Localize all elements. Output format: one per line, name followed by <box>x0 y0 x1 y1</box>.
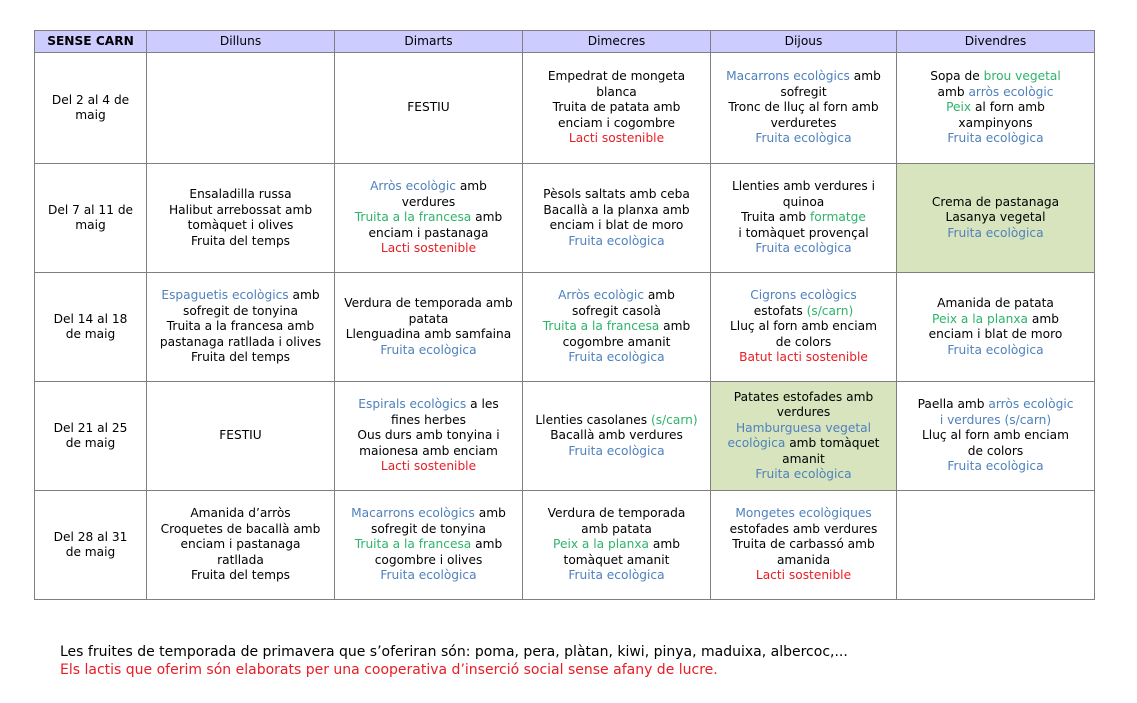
menu-text: Fruita ecològica <box>568 568 665 583</box>
menu-line <box>151 335 330 351</box>
menu-line <box>901 100 1090 116</box>
menu-text: FESTIU <box>407 100 450 115</box>
menu-line <box>527 218 706 234</box>
menu-line <box>715 179 892 195</box>
menu-text: Fruita ecològica <box>755 241 852 256</box>
menu-text: tomàquet i olives <box>187 218 294 232</box>
menu-line <box>339 179 518 195</box>
menu-text: Lacti sostenible <box>380 459 477 474</box>
menu-text: Amanida de patata <box>937 296 1054 310</box>
menu-cell-wednesday <box>523 382 711 491</box>
menu-text: cogombre i olives <box>374 552 483 567</box>
menu-text: Halibut arrebossat amb <box>168 202 313 217</box>
menu-line <box>151 234 330 250</box>
menu-line <box>527 335 706 351</box>
menu-text: Batut lacti sostenible <box>739 350 868 365</box>
menu-text: formatge <box>809 210 866 225</box>
menu-line <box>901 116 1090 132</box>
menu-text: Cigrons ecològics <box>750 288 857 303</box>
menu-text: amb <box>643 288 675 303</box>
menu-text: Arròs ecològic <box>558 288 644 303</box>
menu-line <box>527 234 706 250</box>
menu-text: Llenguadina amb samfaina <box>345 327 512 341</box>
menu-line <box>527 100 706 116</box>
menu-text: Fruita ecològica <box>568 443 665 458</box>
menu-line <box>151 537 330 553</box>
menu-line <box>901 413 1090 429</box>
menu-line <box>901 210 1090 226</box>
menu-line <box>339 327 518 343</box>
menu-text: tomàquet amanit <box>563 552 670 567</box>
menu-text: enciam i blat de moro <box>928 327 1063 341</box>
menu-text: Espaguetis ecològics <box>161 288 289 303</box>
menu-text: Llenties amb verdures i <box>731 179 876 194</box>
menu-table <box>34 30 1095 600</box>
menu-line <box>339 241 518 257</box>
corner-label: SENSE CARN <box>35 31 147 53</box>
menu-line <box>715 537 892 553</box>
menu-text: ecològica <box>727 436 786 450</box>
menu-line <box>715 195 892 211</box>
menu-text: sofregit casolà <box>572 303 661 318</box>
week-label: Del 7 al 11 de maig <box>35 164 147 273</box>
menu-text: Arròs ecològic <box>370 179 456 194</box>
menu-cell-friday <box>897 273 1095 382</box>
menu-text: Ensaladilla russa <box>189 187 292 201</box>
week-row <box>35 164 1095 273</box>
menu-cell-friday <box>897 164 1095 273</box>
menu-line <box>527 537 706 553</box>
menu-cell-wednesday <box>523 273 711 382</box>
menu-line <box>527 444 706 460</box>
menu-text: amb <box>849 69 881 84</box>
menu-text: Verdura de temporada <box>547 506 686 521</box>
menu-line <box>715 390 892 406</box>
footnotes <box>60 643 848 679</box>
menu-cell-tuesday <box>335 164 523 273</box>
menu-line <box>715 100 892 116</box>
menu-text: Lacti sostenible <box>380 241 477 256</box>
menu-text: sofregit <box>780 84 827 99</box>
menu-line <box>901 343 1090 359</box>
menu-text: Fruita ecològica <box>380 568 477 583</box>
menu-text: Truita a la francesa amb <box>166 319 315 334</box>
menu-cell-tuesday <box>335 382 523 491</box>
week-row <box>35 273 1095 382</box>
menu-line <box>339 537 518 553</box>
menu-cell-thursday <box>711 273 897 382</box>
menu-line <box>527 304 706 320</box>
menu-line <box>339 428 518 444</box>
menu-line <box>151 506 330 522</box>
menu-text: Ous durs amb tonyina i <box>357 428 500 443</box>
menu-line <box>715 452 892 468</box>
week-label: Del 14 al 18 de maig <box>35 273 147 382</box>
menu-text: Lluç al forn amb enciam <box>922 428 1069 443</box>
menu-line <box>527 187 706 203</box>
menu-text: Sopa de <box>930 69 984 84</box>
menu-text: Empedrat de mongeta <box>547 69 686 84</box>
menu-text: xampinyons <box>958 115 1033 130</box>
menu-text: amb <box>649 537 680 552</box>
menu-line <box>151 218 330 234</box>
menu-text: enciam i blat de moro <box>549 218 684 232</box>
menu-line <box>527 131 706 147</box>
menu-cell-tuesday <box>335 273 523 382</box>
menu-text: Fruita del temps <box>190 350 291 365</box>
menu-text: amb <box>937 84 969 99</box>
menu-cell-tuesday <box>335 53 523 164</box>
menu-line <box>527 553 706 569</box>
menu-text: amanida <box>776 552 831 567</box>
menu-line <box>527 85 706 101</box>
menu-text: Macarrons ecològics <box>351 506 475 521</box>
menu-line <box>339 195 518 211</box>
menu-line <box>901 296 1090 312</box>
menu-line <box>339 210 518 226</box>
week-row <box>35 491 1095 600</box>
menu-line <box>339 312 518 328</box>
menu-text: Fruita ecològica <box>947 459 1044 474</box>
menu-line <box>715 226 892 242</box>
menu-line <box>339 568 518 584</box>
menu-text: Hamburguesa vegetal <box>736 420 871 435</box>
menu-line <box>527 69 706 85</box>
menu-line <box>715 335 892 351</box>
menu-text: Paella amb <box>917 397 989 412</box>
menu-line <box>339 553 518 569</box>
menu-text: Fruita del temps <box>190 568 291 583</box>
menu-text: Truita a la francesa <box>542 319 660 334</box>
menu-line <box>901 195 1090 211</box>
menu-text: amb <box>471 537 503 552</box>
menu-text: maionesa amb enciam <box>359 443 498 458</box>
menu-line <box>151 522 330 538</box>
menu-text: Fruita ecològica <box>568 350 665 365</box>
day-header-wednesday: Dimecres <box>523 31 711 53</box>
menu-cell-friday <box>897 382 1095 491</box>
menu-line <box>339 459 518 475</box>
menu-text: Macarrons ecològics <box>726 69 850 84</box>
menu-text: arròs ecològic <box>988 397 1074 412</box>
day-header-thursday: Dijous <box>711 31 897 53</box>
menu-text: de colors <box>775 334 832 349</box>
menu-text: Fruita ecològica <box>947 342 1044 357</box>
menu-line <box>715 210 892 226</box>
menu-line <box>527 522 706 538</box>
menu-line <box>715 304 892 320</box>
week-row <box>35 382 1095 491</box>
menu-text: Fruita ecològica <box>755 131 852 146</box>
menu-cell-thursday <box>711 53 897 164</box>
menu-line <box>715 421 892 437</box>
menu-text: Truita a la francesa <box>354 210 472 225</box>
menu-line <box>901 312 1090 328</box>
menu-text: amb <box>288 288 320 303</box>
menu-text: enciam i cogombre <box>558 115 675 130</box>
menu-text: brou vegetal <box>983 69 1061 84</box>
menu-text: Truita amb <box>741 210 810 225</box>
menu-line <box>339 100 518 116</box>
menu-text: Patates estofades amb <box>733 389 874 404</box>
menu-text: Fruita ecològica <box>755 467 852 481</box>
menu-line <box>527 288 706 304</box>
day-header-monday: Dilluns <box>147 31 335 53</box>
menu-line <box>901 459 1090 475</box>
menu-text: FESTIU <box>219 428 262 443</box>
menu-text: amb <box>474 506 506 521</box>
menu-line <box>715 436 892 452</box>
menu-text: sofregit de tonyina <box>371 521 486 536</box>
menu-line <box>715 405 892 421</box>
menu-text: amb <box>1028 311 1059 326</box>
menu-text: Truita de carbassó amb <box>732 537 875 552</box>
menu-line <box>715 553 892 569</box>
menu-line <box>715 131 892 147</box>
menu-text: i tomàquet provençal <box>738 225 869 240</box>
menu-line <box>527 428 706 444</box>
menu-text: Amanida d’arròs <box>190 506 291 521</box>
menu-text: Fruita ecològica <box>380 342 477 357</box>
menu-text: arròs ecològic <box>968 84 1054 99</box>
menu-line <box>151 304 330 320</box>
menu-line <box>339 296 518 312</box>
menu-text: Truita a la francesa <box>354 537 472 552</box>
menu-text: (s/carn) <box>806 303 854 318</box>
menu-line <box>339 444 518 460</box>
menu-text: Fruita ecològica <box>947 131 1044 146</box>
menu-text: Lacti sostenible <box>755 568 852 583</box>
menu-line <box>715 116 892 132</box>
menu-line <box>527 116 706 132</box>
menu-text: al forn amb <box>971 100 1045 115</box>
menu-cell-monday <box>147 53 335 164</box>
header-row <box>35 31 1095 53</box>
menu-line <box>339 506 518 522</box>
menu-text: Fruita del temps <box>190 233 291 248</box>
week-row <box>35 53 1095 164</box>
menu-text: cogombre amanit <box>562 334 671 349</box>
menu-text: Llenties casolanes <box>535 412 651 427</box>
menu-text: a les <box>466 397 499 412</box>
menu-line <box>901 85 1090 101</box>
menu-cell-wednesday <box>523 53 711 164</box>
menu-text: Peix a la planxa <box>932 311 1028 326</box>
menu-line <box>151 553 330 569</box>
menu-line <box>339 413 518 429</box>
menu-cell-thursday <box>711 164 897 273</box>
menu-line <box>901 69 1090 85</box>
menu-text: amb <box>455 179 487 194</box>
menu-line <box>715 319 892 335</box>
menu-line <box>151 568 330 584</box>
menu-text: Bacallà amb verdures <box>550 428 683 443</box>
week-label: Del 28 al 31 de maig <box>35 491 147 600</box>
menu-line <box>715 522 892 538</box>
menu-cell-monday <box>147 273 335 382</box>
menu-line <box>901 428 1090 444</box>
menu-text: Peix a la planxa <box>553 537 649 552</box>
menu-line <box>715 241 892 257</box>
menu-line <box>901 226 1090 242</box>
menu-line <box>339 226 518 242</box>
menu-text: estofats <box>753 303 807 318</box>
menu-text: Bacallà a la planxa amb <box>543 202 690 217</box>
menu-text: Mongetes ecològiques <box>735 506 872 521</box>
menu-line <box>715 506 892 522</box>
menu-line <box>151 350 330 366</box>
menu-text: amb <box>471 210 503 225</box>
menu-text: pastanaga ratllada i olives <box>159 334 322 349</box>
menu-line <box>715 568 892 584</box>
menu-line <box>901 327 1090 343</box>
menu-line <box>527 568 706 584</box>
menu-text: Tronc de lluç al forn amb <box>728 100 879 115</box>
menu-text: amanit <box>782 451 825 466</box>
menu-text: i verdures (s/carn) <box>939 412 1052 427</box>
menu-line <box>715 467 892 483</box>
menu-line <box>527 350 706 366</box>
menu-line <box>339 522 518 538</box>
menu-text: verdures <box>776 405 831 419</box>
menu-text: Espirals ecològics <box>358 397 467 412</box>
menu-line <box>715 85 892 101</box>
menu-line <box>527 319 706 335</box>
day-header-tuesday: Dimarts <box>335 31 523 53</box>
menu-line <box>527 203 706 219</box>
menu-text: de colors <box>967 443 1024 458</box>
menu-text: patata <box>408 311 449 326</box>
menu-line <box>901 131 1090 147</box>
menu-cell-wednesday <box>523 491 711 600</box>
menu-cell-monday <box>147 164 335 273</box>
menu-line <box>901 397 1090 413</box>
menu-cell-friday <box>897 491 1095 600</box>
menu-line <box>339 343 518 359</box>
menu-text: ratllada <box>217 552 264 567</box>
menu-line <box>715 69 892 85</box>
menu-text: verdures <box>401 194 456 209</box>
menu-line <box>151 203 330 219</box>
menu-text: Pèsols saltats amb ceba <box>543 187 690 201</box>
menu-text: blanca <box>596 84 637 99</box>
menu-text: Croquetes de bacallà amb <box>160 521 321 536</box>
menu-line <box>527 413 706 429</box>
menu-text: amb <box>659 319 691 334</box>
week-label: Del 21 al 25 de maig <box>35 382 147 491</box>
menu-line <box>715 350 892 366</box>
menu-text: Crema de pastanaga <box>931 194 1060 209</box>
menu-text: verduretes <box>770 115 837 130</box>
menu-text: Lacti sostenible <box>568 131 665 146</box>
menu-text: Fruita ecològica <box>568 233 665 248</box>
menu-cell-friday <box>897 53 1095 164</box>
menu-cell-monday <box>147 382 335 491</box>
menu-text: enciam i pastanaga <box>180 537 301 552</box>
menu-text: Lasanya vegetal <box>945 210 1046 225</box>
menu-text: estofades amb verdures <box>729 521 878 536</box>
menu-line <box>151 187 330 203</box>
menu-line <box>527 506 706 522</box>
menu-line <box>151 288 330 304</box>
seasonal-fruit-note: Les fruites de temporada de primavera que s’oferiran són: poma, pera, plàtan, kiwi, pinya, maduixa, albercoc,... <box>60 644 848 660</box>
menu-line <box>901 444 1090 460</box>
menu-text: fines herbes <box>391 412 466 427</box>
menu-text: Fruita ecològica <box>947 225 1044 240</box>
menu-text: (s/carn) <box>650 412 698 427</box>
menu-text: amb tomàquet <box>785 436 880 450</box>
menu-text: Lluç al forn amb enciam <box>730 319 877 334</box>
menu-cell-wednesday <box>523 164 711 273</box>
menu-line <box>151 428 330 444</box>
menu-line <box>339 397 518 413</box>
menu-text: amb patata <box>581 521 652 536</box>
menu-cell-thursday <box>711 491 897 600</box>
menu-text: sofregit de tonyina <box>183 303 298 318</box>
menu-text: Peix <box>946 100 972 115</box>
menu-cell-tuesday <box>335 491 523 600</box>
dairy-note: Els lactis que oferim són elaborats per una cooperativa d’inserció social sense afany de lucre. <box>60 662 718 678</box>
week-label: Del 2 al 4 de maig <box>35 53 147 164</box>
menu-text: Truita de patata amb <box>552 100 681 115</box>
menu-text: Verdura de temporada amb <box>344 296 513 310</box>
menu-text: enciam i pastanaga <box>368 225 489 240</box>
day-header-friday: Divendres <box>897 31 1095 53</box>
menu-text: quinoa <box>782 194 825 209</box>
menu-cell-monday <box>147 491 335 600</box>
menu-cell-thursday <box>711 382 897 491</box>
menu-line <box>715 288 892 304</box>
menu-line <box>151 319 330 335</box>
